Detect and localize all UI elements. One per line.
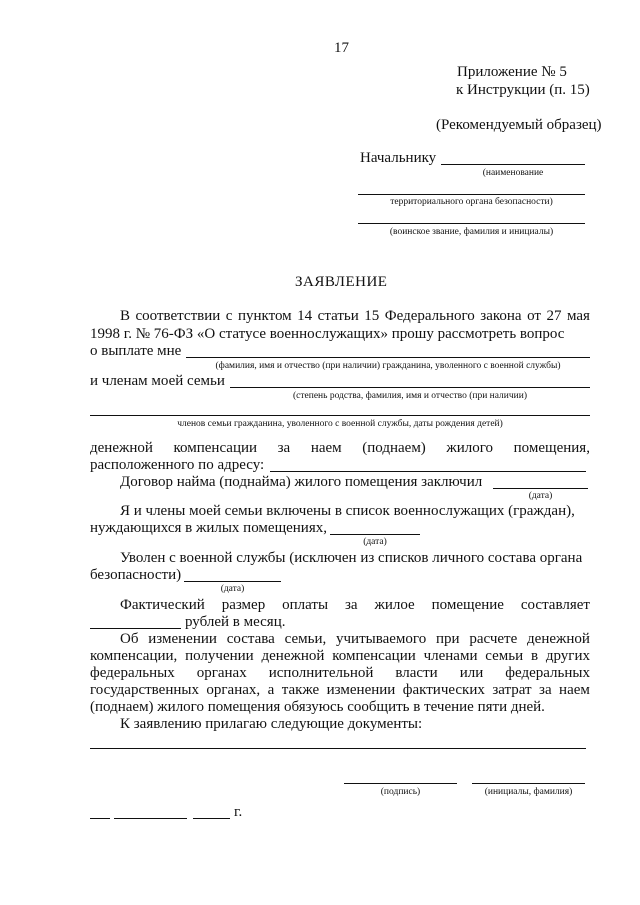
caption-housing-date: (дата) [363, 537, 387, 547]
attachments-label: К заявлению прилагаю следующие документы: [120, 716, 423, 732]
caption-signature: (подпись) [380, 787, 421, 797]
changes-line-3: федеральных органах исполнительной власти или федеральных [90, 665, 590, 681]
signature-blank [344, 783, 457, 784]
caption-name: (наименование [482, 168, 544, 178]
attachments-blank [90, 748, 586, 749]
changes-line-2: компенсации, получении денежной компенсации членами семьи в других [90, 648, 590, 664]
addressee-blank-3 [358, 223, 585, 224]
discharge-line-1: Уволен с военной службы (исключен из списков личного состава органа [120, 550, 583, 566]
caption-contract-date: (дата) [528, 491, 553, 501]
addressee-blank [441, 164, 585, 165]
appendix-line-1: Приложение № 5 [457, 64, 567, 80]
date-month-blank [114, 818, 187, 819]
date-day-blank [90, 818, 110, 819]
discharge-date-blank [184, 581, 281, 582]
caption-family: (степень родства, фамилия, имя и отчество (при наличии) [292, 391, 527, 401]
date-year-suffix: г. [234, 804, 243, 820]
address-label: расположенного по адресу: [90, 457, 265, 473]
housing-date-blank [330, 534, 420, 535]
family-blank-2 [90, 415, 590, 416]
family-blank [230, 387, 590, 388]
caption-family-2: членов семьи гражданина, уволенного с военной службы, даты рождения детей) [177, 419, 503, 429]
sample-note: (Рекомендуемый образец) [436, 117, 602, 133]
appendix-line-2: к Инструкции (п. 15) [456, 82, 590, 98]
addressee-label: Начальнику [360, 150, 437, 166]
para1-line-2: 1998 г. № 76-ФЗ «О статусе военнослужащих» прошу рассмотреть вопрос [90, 326, 565, 342]
compensation-line: денежной компенсации за наем (поднаем) жилого помещения, [90, 440, 590, 456]
caption-recipient: (фамилия, имя и отчество (при наличии) гражданина, уволенного с военной службы) [215, 361, 561, 371]
changes-line-4: государственных органах, а также изменении фактических затрат за наем [90, 682, 590, 698]
payment-line-1: Фактический размер оплаты за жилое помещение составляет [120, 597, 590, 613]
date-year-blank [193, 818, 230, 819]
housing-label: нуждающихся в жилых помещениях, [90, 520, 327, 536]
caption-signature-name: (инициалы, фамилия) [484, 787, 573, 797]
family-label: и членам моей семьи [90, 373, 225, 389]
caption-discharge-date: (дата) [220, 584, 245, 594]
payment-line-2: рублей в месяц. [185, 614, 286, 630]
recipient-blank [186, 357, 590, 358]
document-title: ЗАЯВЛЕНИЕ [295, 274, 388, 290]
discharge-label: безопасности) [90, 567, 182, 583]
caption-body: территориального органа безопасности) [390, 197, 553, 207]
addressee-blank-2 [358, 194, 585, 195]
caption-rank: (воинское звание, фамилия и инициалы) [389, 227, 554, 237]
contract-date-blank [493, 488, 588, 489]
page-number: 17 [334, 40, 349, 56]
contract-label: Договор найма (поднайма) жилого помещения заключил [120, 474, 483, 490]
payment-amount-blank [90, 628, 181, 629]
recipient-label: о выплате мне [90, 343, 182, 359]
signature-name-blank [472, 783, 585, 784]
address-blank [270, 471, 586, 472]
changes-line-5: (поднаем) жилого помещения обязуюсь сообщить в течение пяти дней. [90, 699, 545, 715]
changes-line-1: Об изменении состава семьи, учитываемого при расчете денежной [120, 631, 590, 647]
housing-line-1: Я и члены моей семьи включены в список военнослужащих (граждан), [120, 503, 575, 519]
para1-line-1: В соответствии с пунктом 14 статьи 15 Федерального закона от 27 мая [120, 308, 590, 324]
